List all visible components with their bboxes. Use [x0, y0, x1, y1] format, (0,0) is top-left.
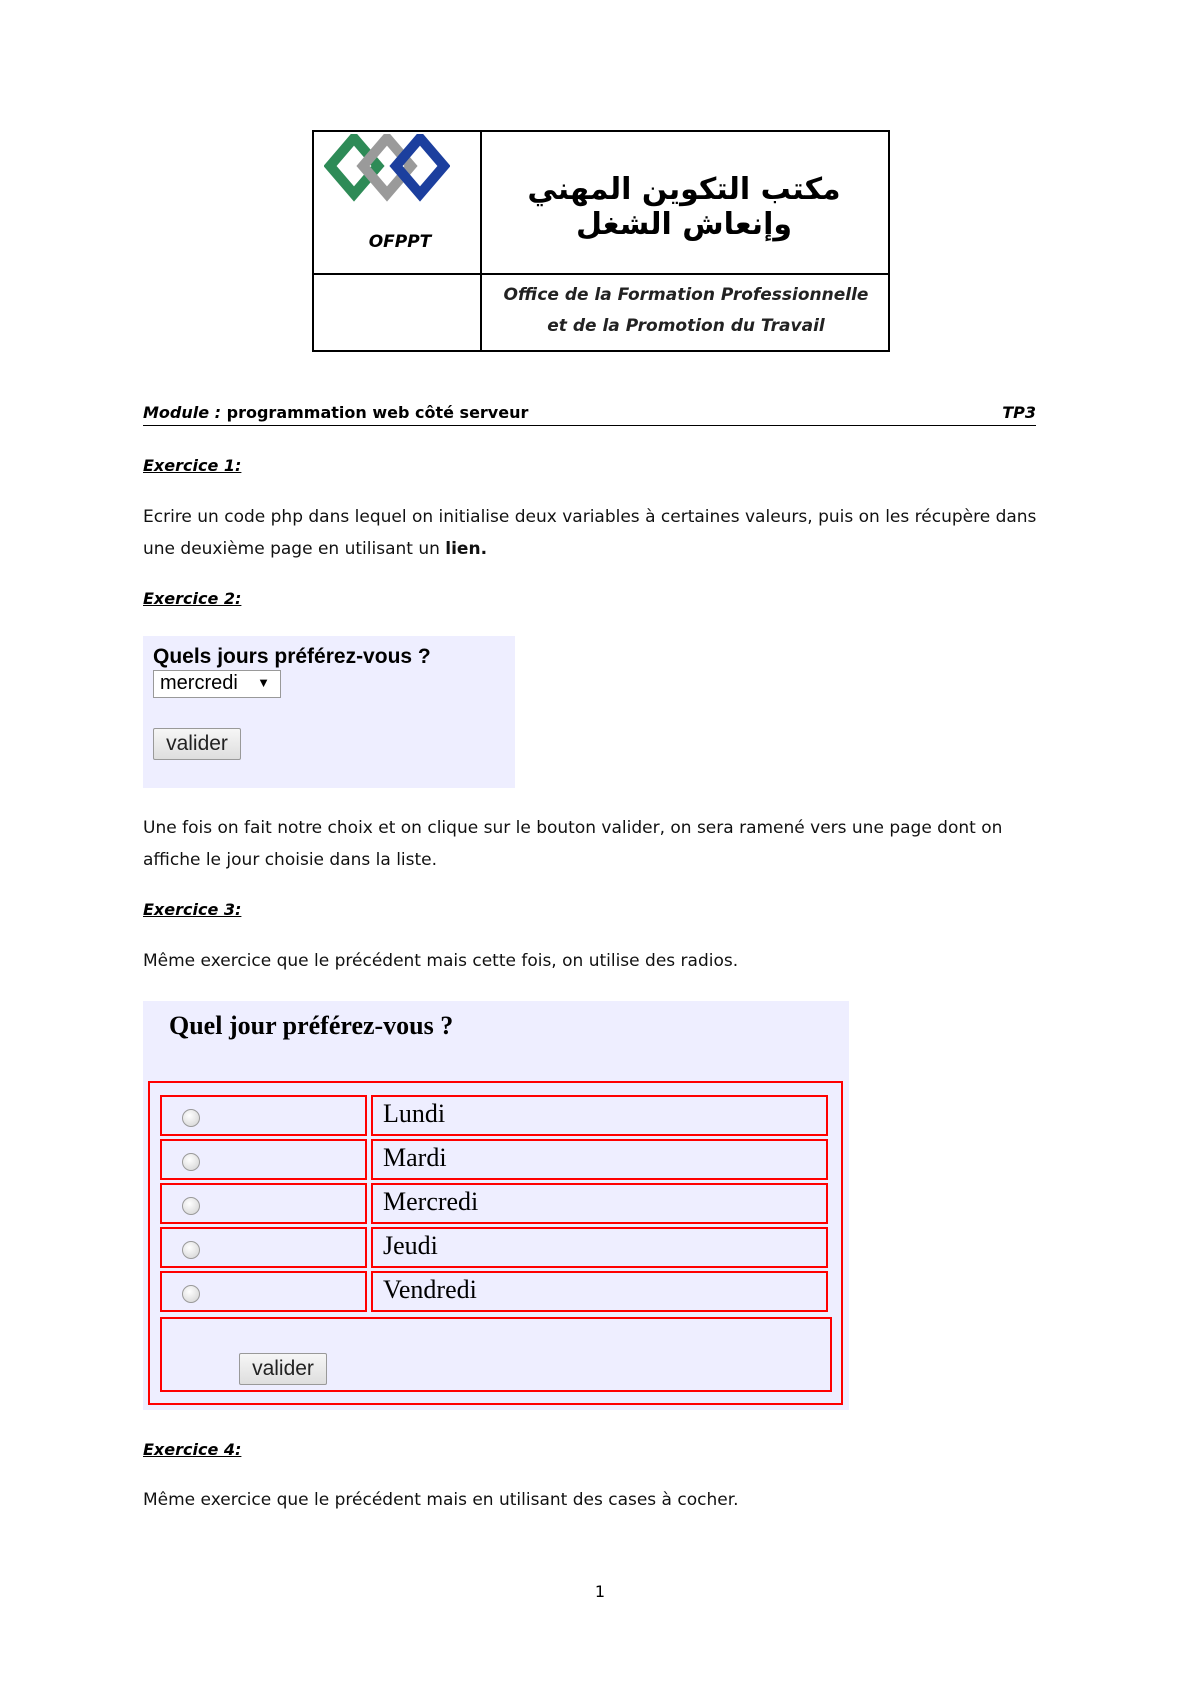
office-name [484, 280, 888, 342]
exercise-3-text: Même exercice que le précédent mais cette fois, on utilise des radios. [143, 951, 739, 971]
form-title: Quel jour préférez-vous ? [169, 1011, 454, 1040]
logo-label: OFPPT [368, 232, 432, 252]
radio-table [148, 1081, 843, 1405]
day-cell [371, 1183, 828, 1224]
radio-cell [160, 1139, 367, 1180]
form-title: Quels jours préférez-vous ? [153, 645, 431, 668]
day-cell [371, 1227, 828, 1268]
tp-label: TP3 [1002, 403, 1036, 422]
exercise-4-heading: Exercice 4: [143, 1440, 242, 1459]
submit-button[interactable]: valider [153, 728, 241, 760]
office-line-1: Office de la Formation Professionnelle [503, 285, 869, 305]
exercise-1-text-bold: lien. [445, 539, 488, 559]
day-cell [371, 1271, 828, 1312]
page-number: 1 [594, 1582, 606, 1601]
module-name: programmation web côté serveur [221, 403, 529, 422]
ofppt-logo [320, 134, 480, 272]
radio-lundi[interactable] [182, 1109, 200, 1127]
radio-jeudi[interactable] [182, 1241, 200, 1259]
day-label: Vendredi [383, 1275, 477, 1304]
radio-mardi[interactable] [182, 1153, 200, 1171]
button-cell [160, 1317, 832, 1392]
exercise-1-text [143, 501, 1063, 565]
module-title [143, 403, 528, 422]
arabic-title: مكتب التكوين المهني وإنعاش الشغل [527, 172, 841, 242]
office-line-2: et de la Promotion du Travail [547, 316, 825, 336]
exercise-2-form [143, 636, 515, 788]
ofppt-logo-icon [324, 134, 450, 206]
day-cell [371, 1095, 828, 1136]
header-table [312, 130, 890, 352]
radio-cell [160, 1227, 367, 1268]
day-label: Mardi [383, 1143, 447, 1172]
exercise-4-text: Même exercice que le précédent mais en utilisant des cases à cocher. [143, 1490, 739, 1510]
radio-cell [160, 1271, 367, 1312]
day-label: Mercredi [383, 1187, 479, 1216]
day-cell [371, 1139, 828, 1180]
exercise-2-heading: Exercice 2: [143, 589, 242, 608]
day-select[interactable] [153, 670, 281, 698]
table-divider [314, 273, 888, 275]
select-value: mercredi [160, 672, 238, 694]
dropdown-arrow-icon: ▼ [257, 675, 270, 690]
radio-vendredi[interactable] [182, 1285, 200, 1303]
module-line [143, 403, 1036, 426]
radio-cell [160, 1183, 367, 1224]
exercise-2-text: Une fois on fait notre choix et on clique sur le bouton valider, on sera ramené vers une page dont on affiche le jour choisie dans la liste. [143, 818, 1003, 870]
day-label: Jeudi [383, 1231, 438, 1260]
table-divider [480, 132, 482, 350]
exercise-3-form [143, 1001, 849, 1410]
exercise-3-heading: Exercice 3: [143, 900, 242, 919]
submit-button[interactable]: valider [239, 1353, 327, 1385]
radio-mercredi[interactable] [182, 1197, 200, 1215]
exercise-1-text-body: Ecrire un code php dans lequel on initialise deux variables à certaines valeurs, puis on les récupère dans une deuxième page en utilisant un [143, 507, 1037, 559]
radio-cell [160, 1095, 367, 1136]
exercise-1-heading: Exercice 1: [143, 456, 242, 475]
day-label: Lundi [383, 1099, 446, 1128]
module-label: Module : [143, 403, 222, 422]
